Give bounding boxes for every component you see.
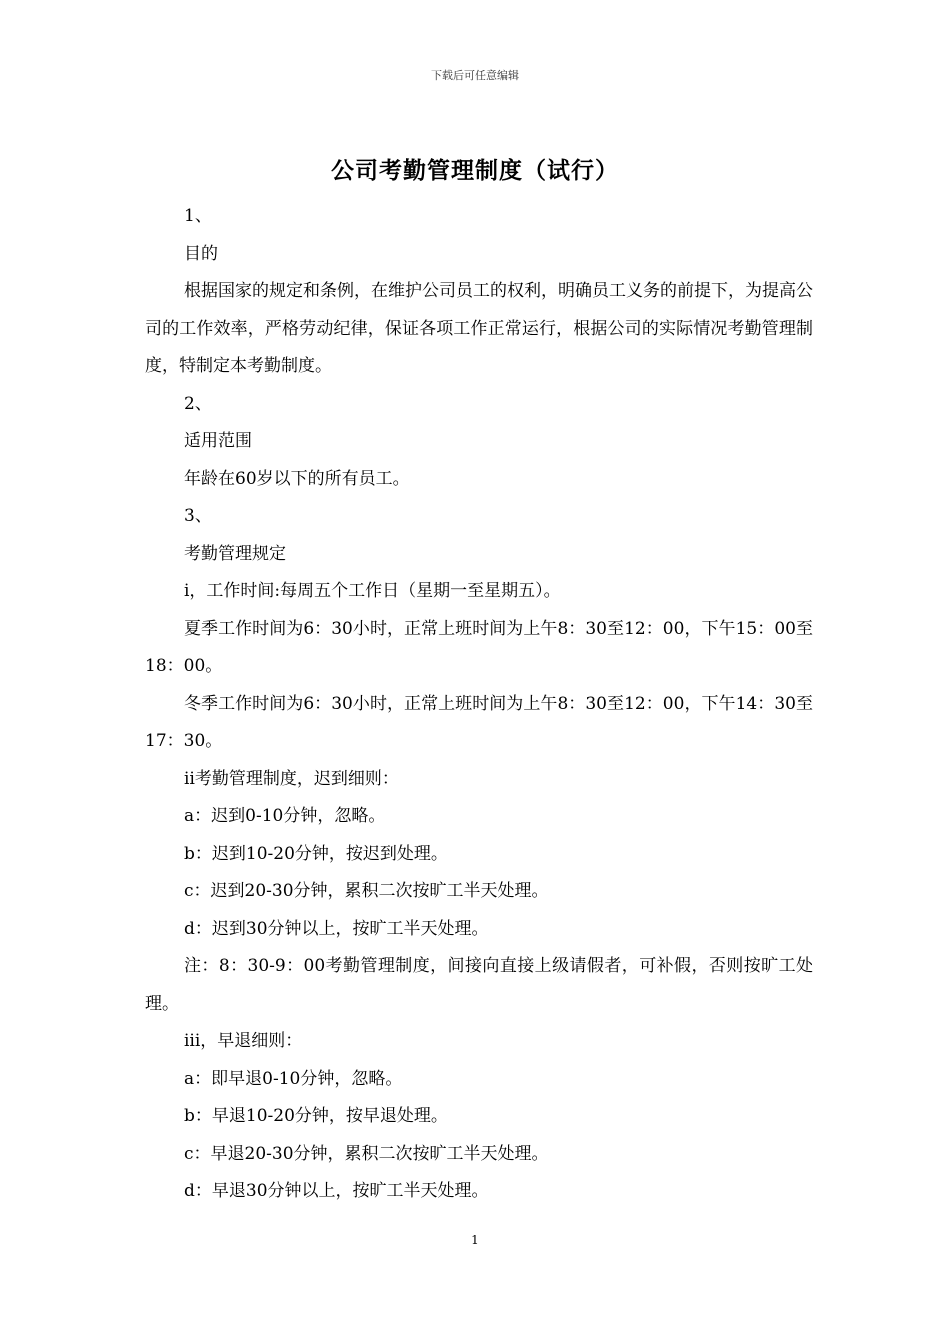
section-2-number: 2、 xyxy=(184,393,212,414)
section-1-heading: 目的 xyxy=(184,243,218,264)
page-number: 1 xyxy=(471,1233,479,1247)
summer-schedule: 夏季工作时间为6：30小时，正常上班时间为上午8：30至12：00，下午15：00至18：00。 xyxy=(145,618,813,676)
section-1-paragraph: 根据国家的规定和条例，在维护公司员工的权利，明确员工义务的前提下，为提高公司的工作效率，严格劳动纪律，保证各项工作正常运行，根据公司的实际情况考勤管理制度，特制定本考勤制度。 xyxy=(145,281,813,376)
work-time-rule: ⅰ，工作时间:每周五个工作日（星期一至星期五）。 xyxy=(184,581,561,601)
section-1-number: 1、 xyxy=(184,206,212,226)
late-rules-title: ⅱ考勤管理制度，迟到细则： xyxy=(184,768,399,789)
early-leave-rule-item: b：早退10-20分钟，按早退处理。 xyxy=(184,1106,448,1126)
document-body xyxy=(145,198,813,1211)
section-3-heading: 考勤管理规定 xyxy=(184,543,286,564)
document-title: 公司考勤管理制度（试行） xyxy=(331,157,619,184)
early-leave-rule-item: d：早退30分钟以上，按旷工半天处理。 xyxy=(184,1181,489,1201)
early-leave-rule-item: c：早退20-30分钟，累积二次按旷工半天处理。 xyxy=(184,1143,549,1164)
early-leave-rules-title: ⅲ，早退细则： xyxy=(184,1031,303,1051)
section-2-heading: 适用范围 xyxy=(184,431,252,451)
late-rule-item: b：迟到10-20分钟，按迟到处理。 xyxy=(184,843,448,864)
late-rule-item: c：迟到20-30分钟，累积二次按旷工半天处理。 xyxy=(184,881,549,901)
late-note: 注：8：30-9：00考勤管理制度，间接向直接上级请假者，可补假，否则按旷工处理。 xyxy=(145,956,813,1014)
late-rule-item: d：迟到30分钟以上，按旷工半天处理。 xyxy=(184,918,489,939)
winter-schedule: 冬季工作时间为6：30小时，正常上班时间为上午8：30至12：00，下午14：30至17：30。 xyxy=(145,693,813,751)
early-leave-rule-item: a：即早退0-10分钟，忽略。 xyxy=(184,1068,403,1089)
section-3-number: 3、 xyxy=(184,506,212,526)
page-header-note: 下载后可任意编辑 xyxy=(431,69,519,82)
late-rule-item: a：迟到0-10分钟，忽略。 xyxy=(184,806,386,826)
section-2-paragraph: 年龄在60岁以下的所有员工。 xyxy=(184,468,410,489)
